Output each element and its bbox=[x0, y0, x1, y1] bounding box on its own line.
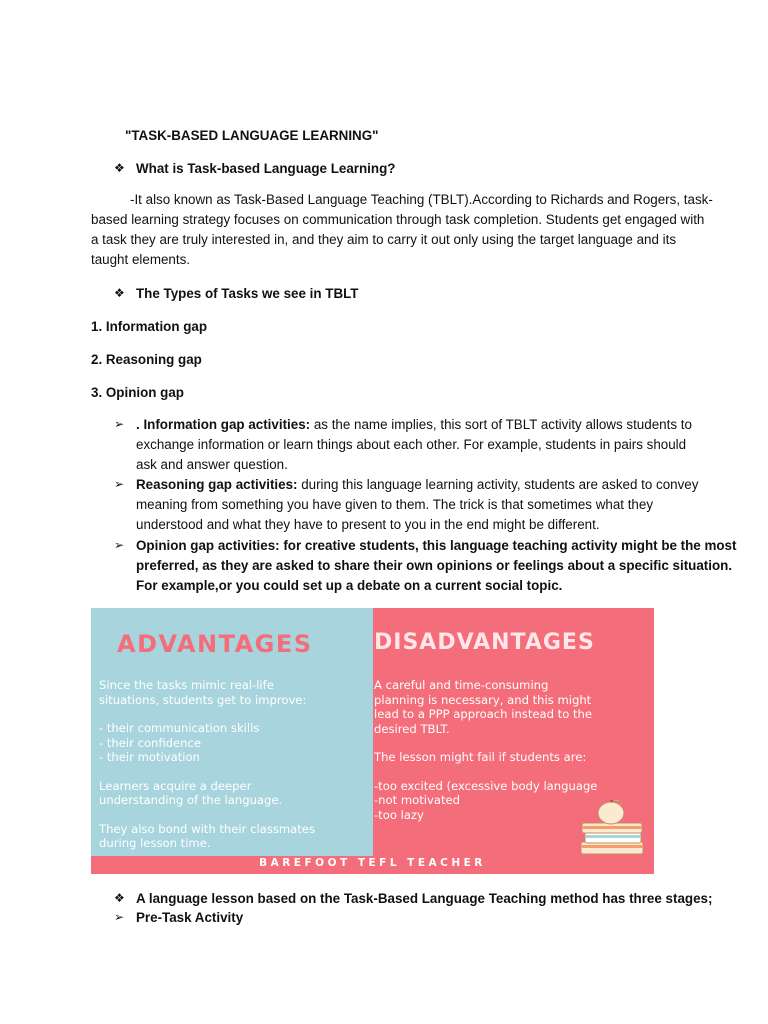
task-type-item: 1. Information gap bbox=[91, 319, 208, 334]
advantages-heading: ADVANTAGES bbox=[117, 630, 313, 658]
advantages-line: understanding of the language. bbox=[99, 793, 283, 807]
activity-line: exchange information or learn things about each other. For example, students in pairs should bbox=[136, 437, 687, 452]
intro-line: -It also known as Task-Based Language Teaching (TBLT).According to Richards and Rogers, task- bbox=[130, 192, 713, 207]
advantages-line: situations, students get to improve: bbox=[99, 692, 307, 707]
spacer bbox=[99, 707, 369, 721]
activity-line: ask and answer question. bbox=[136, 457, 288, 472]
disadvantages-line: desired TBLT. bbox=[374, 721, 450, 736]
intro-line: based learning strategy focuses on communication through task completion. Students get engaged with bbox=[91, 212, 705, 227]
activity-line: For example,or you could set up a debate on a current social topic. bbox=[136, 578, 563, 593]
intro-line: taught elements. bbox=[91, 252, 191, 267]
activity-line: preferred, as they are asked to share their own opinions or feelings about a specific situation. bbox=[136, 558, 733, 573]
spacer bbox=[99, 808, 369, 822]
activity-text: as the name implies, this sort of TBLT activity allows students to bbox=[310, 417, 692, 432]
advantages-line: - their confidence bbox=[99, 735, 202, 750]
disadvantages-line: -too excited (excessive body language bbox=[374, 778, 598, 793]
activity-line: meaning from something you have given to them. The trick is that sometimes what they bbox=[136, 497, 654, 512]
disadvantages-line: A careful and time-consuming bbox=[374, 678, 549, 692]
activity-label: . Information gap activities: bbox=[136, 417, 311, 432]
activity-information-gap bbox=[136, 415, 692, 435]
arrow-bullet-icon: ➢ bbox=[114, 417, 125, 431]
activity-reasoning-gap bbox=[136, 475, 698, 495]
advantages-line: They also bond with their classmates bbox=[99, 821, 315, 836]
activity-text: during this language learning activity, students are asked to convey bbox=[297, 477, 699, 492]
advantages-line: - their communication skills bbox=[99, 721, 260, 735]
spacer bbox=[99, 765, 369, 779]
diamond-bullet-icon: ❖ bbox=[114, 286, 125, 300]
document-title: "TASK-BASED LANGUAGE LEARNING" bbox=[125, 128, 379, 143]
activity-label: Reasoning gap activities: bbox=[136, 477, 298, 492]
question-what-is-tbll: What is Task-based Language Learning? bbox=[136, 161, 396, 176]
disadvantages-line: lead to a PPP approach instead to the bbox=[374, 707, 593, 721]
activity-line: understood and what they have to present to you in the end might be different. bbox=[136, 517, 600, 532]
question-types-of-tasks: The Types of Tasks we see in TBLT bbox=[136, 286, 359, 301]
advantages-line: Learners acquire a deeper bbox=[99, 778, 252, 793]
advantages-disadvantages-infographic bbox=[91, 608, 654, 874]
stage-pre-task: Pre-Task Activity bbox=[136, 910, 244, 925]
diamond-bullet-icon: ❖ bbox=[114, 161, 125, 175]
task-type-item: 3. Opinion gap bbox=[91, 385, 184, 400]
arrow-bullet-icon: ➢ bbox=[114, 538, 125, 552]
advantages-line: during lesson time. bbox=[99, 836, 211, 850]
advantages-text bbox=[99, 678, 369, 851]
disadvantages-line: -not motivated bbox=[374, 793, 461, 807]
diamond-bullet-icon: ❖ bbox=[114, 891, 125, 905]
books-apple-icon bbox=[578, 800, 648, 858]
infographic-footer: BAREFOOT TEFL TEACHER bbox=[259, 857, 486, 869]
disadvantages-line: planning is necessary, and this might bbox=[374, 692, 592, 707]
disadvantages-line: -too lazy bbox=[374, 807, 424, 822]
advantages-line: - their motivation bbox=[99, 750, 200, 764]
disadvantages-line: The lesson might fail if students are: bbox=[374, 750, 587, 764]
advantages-line: Since the tasks mimic real-life bbox=[99, 678, 274, 692]
spacer bbox=[374, 736, 654, 750]
disadvantages-heading: DISADVANTAGES bbox=[374, 630, 595, 655]
spacer bbox=[374, 765, 654, 779]
task-type-item: 2. Reasoning gap bbox=[91, 352, 202, 367]
intro-line: a task they are truly interested in, and they aim to carry it out only using the target language and its bbox=[91, 232, 677, 247]
arrow-bullet-icon: ➢ bbox=[114, 910, 125, 924]
stages-intro: A language lesson based on the Task-Based Language Teaching method has three stages; bbox=[136, 891, 713, 906]
activity-opinion-gap: Opinion gap activities: for creative students, this language teaching activity might be the most bbox=[136, 538, 737, 553]
arrow-bullet-icon: ➢ bbox=[114, 477, 125, 491]
